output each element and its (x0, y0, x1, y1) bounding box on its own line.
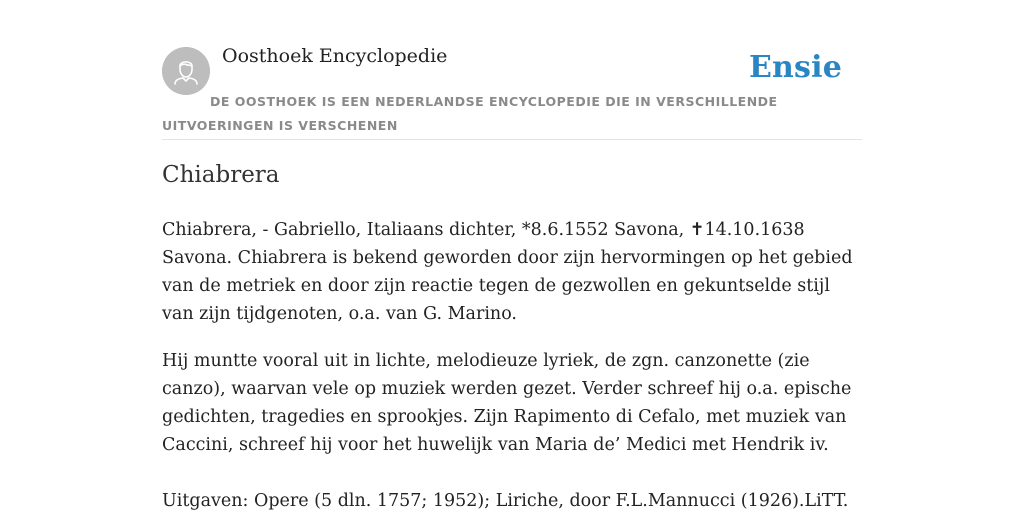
article-body (162, 216, 862, 512)
content-container (162, 0, 862, 511)
article-title: Chiabrera (162, 162, 280, 188)
article-paragraph: Hij muntte vooral uit in lichte, melodieuze lyriek, de zgn. canzonette (zie canzo), waarvan vele op muziek werden gezet. Verder schreef hij o.a. epische gedichten, tragedies en sprookjes. Zijn Rapimento di Cefalo, met muziek van Caccini, schreef hij voor het huwelijk van Maria de’ Medici met Hendrik iv. (162, 351, 852, 455)
source-header (162, 0, 862, 140)
article-editions: Uitgaven: Opere (5 dln. 1757; 1952); Liriche, door F.L.Mannucci (1926).LiTT. (162, 491, 849, 511)
brand-logo[interactable]: Ensie (748, 50, 842, 85)
source-description: DE OOSTHOEK IS EEN NEDERLANDSE ENCYCLOPEDIE DIE IN VERSCHILLENDE UITVOERINGEN IS VERSCHENEN (162, 94, 778, 133)
user-avatar-icon[interactable] (162, 47, 210, 95)
source-title[interactable]: Oosthoek Encyclopedie (222, 45, 448, 67)
article-paragraph: Chiabrera, - Gabriello, Italiaans dichter, *8.6.1552 Savona, ✝14.10.1638 Savona. Chiabrera is bekend geworden door zijn hervormingen op het gebied van de metriek en door zijn reactie tegen de gezwollen en gekuntselde stijl van zijn tijdgenoten, o.a. van G. Marino. (162, 220, 853, 324)
